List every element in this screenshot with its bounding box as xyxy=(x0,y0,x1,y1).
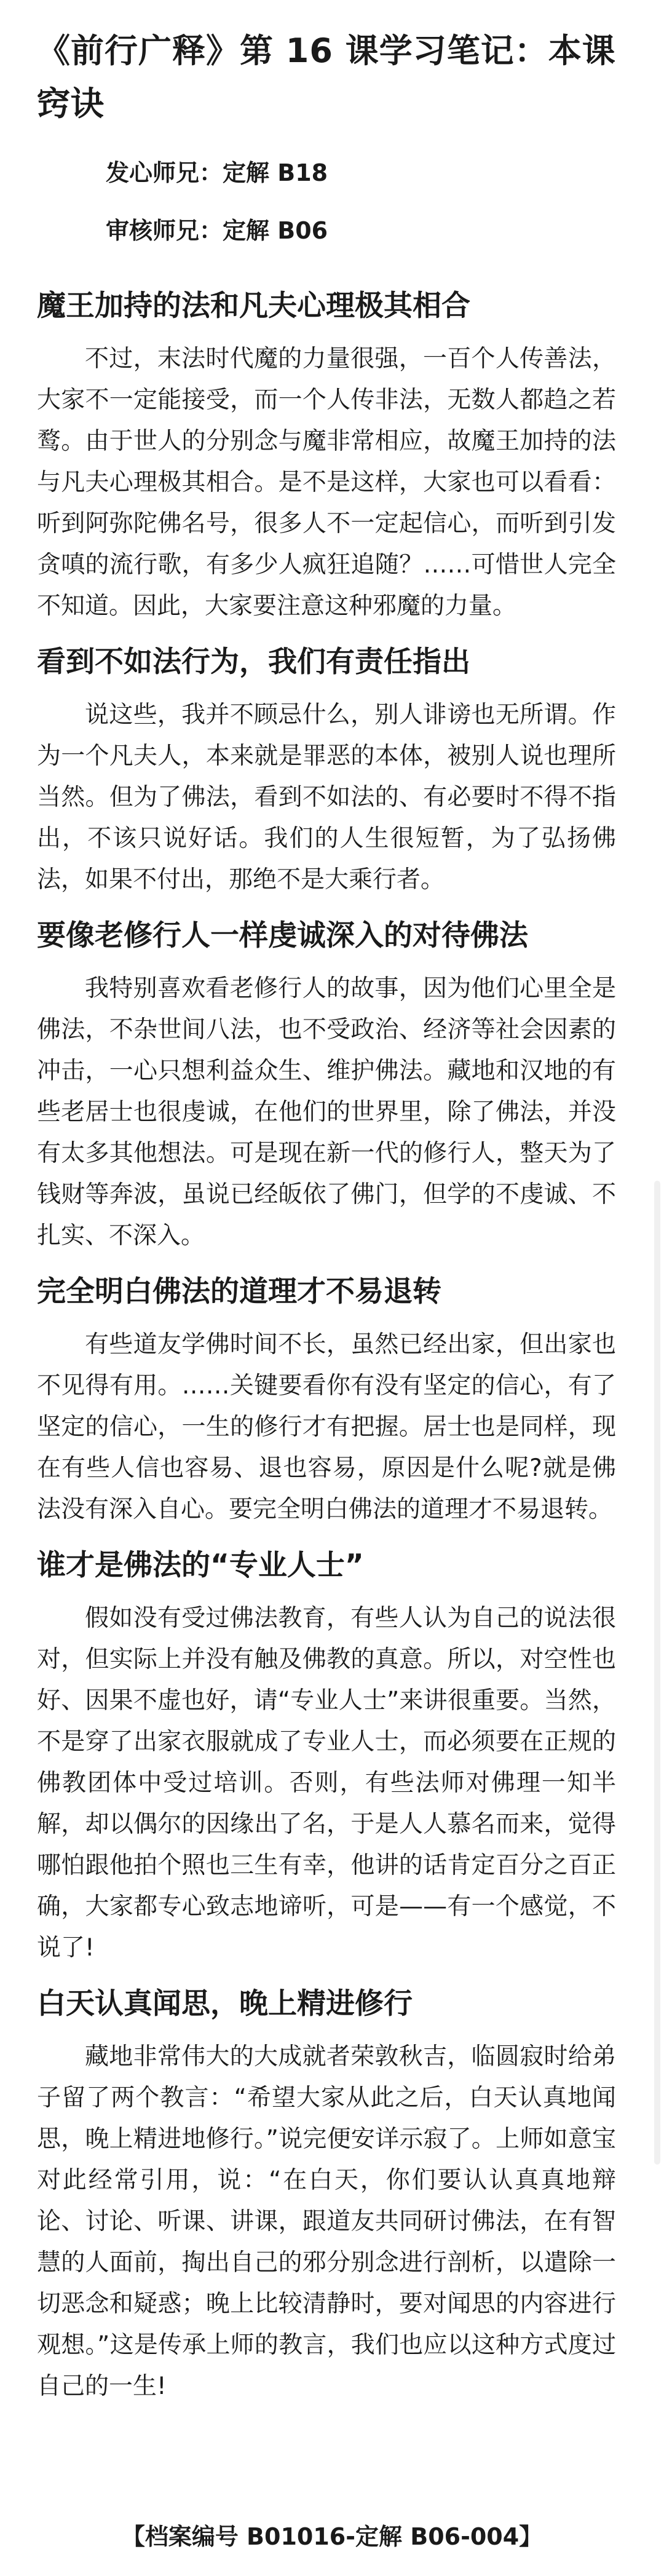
section-4 xyxy=(37,1270,616,1530)
section-paragraph: 我特别喜欢看老修行人的故事，因为他们心里全是佛法，不杂世间八法，也不受政治、经济等社会因素的冲击，一心只想利益众生、维护佛法。藏地和汉地的有些老居士也很虔诚，在他们的世界里，除了佛法，并没有太多其他想法。可是现在新一代的修行人，整天为了钱财等奔波，虽说已经皈依了佛门，但学的不虔诚、不扎实、不深入。 xyxy=(37,975,616,1250)
section-paragraph: 假如没有受过佛法教育，有些人认为自己的说法很对，但实际上并没有触及佛教的真意。所以，对空性也好、因果不虚也好，请“专业人士”来讲很重要。当然，不是穿了出家衣服就成了专业人士，而必须要在正规的佛教团体中受过培训。否则，有些法师对佛理一知半解，却以偶尔的因缘出了名，于是人人慕名而来，觉得哪怕跟他拍个照也三生有幸，他讲的话肯定百分之百正确，大家都专心致志地谛听，可是——有一个感觉，不说了! xyxy=(37,1604,616,1962)
section-6 xyxy=(37,1982,616,2407)
section-3 xyxy=(37,914,616,1256)
section-heading: 谁才是佛法的“专业人士” xyxy=(37,1548,364,1582)
section-heading: 魔王加持的法和凡夫心理极其相合 xyxy=(37,289,470,323)
article-meta xyxy=(106,144,616,260)
section-heading: 看到不如法行为，我们有责任指出 xyxy=(37,645,470,679)
section-heading: 白天认真闻思，晚上精进修行 xyxy=(37,1987,413,2021)
section-heading: 完全明白佛法的道理才不易退转 xyxy=(37,1275,441,1309)
section-1 xyxy=(37,284,616,627)
section-heading: 要像老修行人一样虔诚深入的对待佛法 xyxy=(37,919,528,953)
reviewer-line: 审核师兄：定解 B06 xyxy=(106,217,328,244)
section-2 xyxy=(37,640,616,900)
section-paragraph: 不过，末法时代魔的力量很强，一百个人传善法，大家不一定能接受，而一个人传非法，无数人都趋之若鹜。由于世人的分别念与魔非常相应，故魔王加持的法与凡夫心理极其相合。是不是这样，大家也可以看看：听到阿弥陀佛名号，很多人不一定起信心，而听到引发贪嗔的流行歌，有多少人疯狂追随？……可惜世人完全不知道。因此，大家要注意这种邪魔的力量。 xyxy=(37,345,616,620)
section-paragraph: 说这些，我并不顾忌什么，别人诽谤也无所谓。作为一个凡夫人，本来就是罪恶的本体，被别人说也理所当然。但为了佛法，看到不如法的、有必要时不得不指出，不该只说好话。我们的人生很短暂，为了弘扬佛法，如果不付出，那绝不是大乘行者。 xyxy=(37,701,616,894)
author-line: 发心师兄：定解 B18 xyxy=(106,159,328,186)
scrollbar[interactable] xyxy=(654,1181,660,2165)
article-title: 《前行广释》第 16 课学习笔记：本课窍诀 xyxy=(37,31,616,123)
section-5 xyxy=(37,1544,616,1968)
archive-number: 【档案编号 B01016-定解 B06-004】 xyxy=(121,2523,543,2550)
section-paragraph: 有些道友学佛时间不长，虽然已经出家，但出家也不见得有用。……关键要看你有没有坚定的信心，有了坚定的信心，一生的修行才有把握。居士也是同样，现在有些人信也容易、退也容易，原因是什么呢?就是佛法没有深入自心。要完全明白佛法的道理才不易退转。 xyxy=(37,1331,616,1523)
section-paragraph: 藏地非常伟大的大成就者荣敦秋吉，临圆寂时给弟子留了两个教言：“希望大家从此之后，白天认真地闻思，晚上精进地修行。”说完便安详示寂了。上师如意宝对此经常引用，说：“在白天，你们要认认真真地辩论、讨论、听课、讲课，跟道友共同研讨佛法，在有智慧的人面前，掏出自己的邪分别念进行剖析，以遣除一切恶念和疑惑；晚上比较清静时，要对闻思的内容进行观想。”这是传承上师的教言，我们也应以这种方式度过自己的一生! xyxy=(37,2043,616,2400)
